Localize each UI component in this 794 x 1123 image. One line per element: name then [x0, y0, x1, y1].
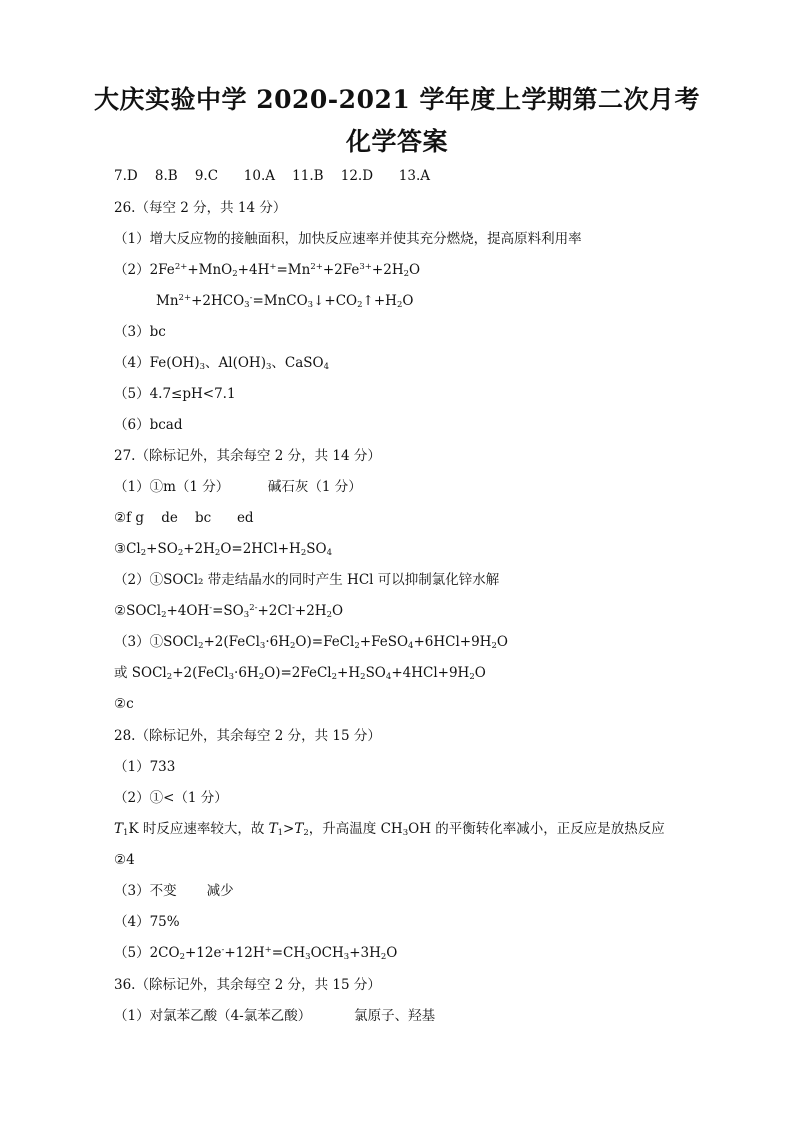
q26-answer-1: （1）增大反应物的接触面积，加快反应速率并使其充分燃烧，提高原料利用率	[114, 231, 582, 247]
q26-answer-3: （3）bc	[114, 324, 166, 340]
q27-answer-3-2: 或 $SOCl_2+2(FeCl_3\cdot 6H_2O)=2FeCl_2+H_2SO_4+4HCl+9H_2O$	[114, 665, 486, 682]
page-title: 大庆实验中学 2020-2021 学年度上学期第二次月考	[94, 85, 700, 114]
q27-answer-2-1: （2）①SOCl₂ 带走结晶水的同时产生 HCl 可以抑制氯化锌水解	[114, 572, 500, 588]
q27-answer-1-3: $③Cl_2+SO_2+2H_2O=2HCl+H_2SO_4$	[114, 541, 332, 558]
q26-answer-5: （5）4.7≤pH<7.1	[114, 386, 236, 402]
q36-answer-1: （1）对氯苯乙酸（4-氯苯乙酸） 氯原子、羟基	[114, 1008, 436, 1024]
q28-answer-4: （4）75%	[114, 914, 180, 930]
q26-header: 26.（每空 2 分，共 14 分）	[114, 200, 287, 216]
choice-answers: 7.D 8.B 9.C 10.A 11.B 12.D 13.A	[114, 168, 430, 184]
q28-answer-2-3: ②4	[114, 852, 135, 868]
q28-answer-1: （1）733	[114, 759, 176, 775]
q26-answer-4: $(4)Fe(OH)_3$、$Al(OH)_3$、CaSO$_4$	[114, 355, 330, 372]
q26-answer-2-eq2: $Mn^{2+}+2HCO_3^-=MnCO_3↓+CO_2↑+H_2O$	[156, 293, 414, 310]
q27-answer-3-1: $(3)①SOCl_2+2(FeCl_3\cdot 6H_2O)=FeCl_2+FeSO_4+6HCl+9H_2O$	[114, 634, 508, 651]
q27-answer-3-3: ②c	[114, 696, 134, 712]
q27-answer-1-1: （1）①m（1 分） 碱石灰（1 分）	[114, 479, 362, 495]
q27-answer-2-2: $②SOCl_2+4OH^-=SO_3^{2-}+2Cl^-+2H_2O$	[114, 603, 344, 620]
q26-answer-6: （6）bcad	[114, 417, 183, 433]
q27-header: 27.（除标记外，其余每空 2 分，共 14 分）	[114, 448, 381, 464]
q28-answer-3: （3）不变 减少	[114, 883, 234, 899]
q28-answer-2-1: （2）①<（1 分）	[114, 790, 228, 806]
q27-answer-1-2: ②f g de bc ed	[114, 510, 254, 526]
q26-answer-2-eq1: $(2)2Fe^{2+}+MnO_2+4H^+=Mn^{2+}+2Fe^{3+}+2H_2O$	[114, 262, 421, 279]
page-subtitle: 化学答案	[345, 127, 448, 156]
q28-header: 28.（除标记外，其余每空 2 分，共 15 分）	[114, 728, 381, 744]
q28-answer-2-2: $T_1K$ 时反应速率较大，故 $T_1>T_2$，升高温度 $CH_3OH$ 的平衡转化率减小，正反应是放热反应	[114, 821, 665, 838]
q28-answer-5: $(5)2CO_2+12e^-+12H^+=CH_3OCH_3+3H_2O$	[114, 945, 398, 962]
q36-header: 36.（除标记外，其余每空 2 分，共 15 分）	[114, 977, 381, 993]
